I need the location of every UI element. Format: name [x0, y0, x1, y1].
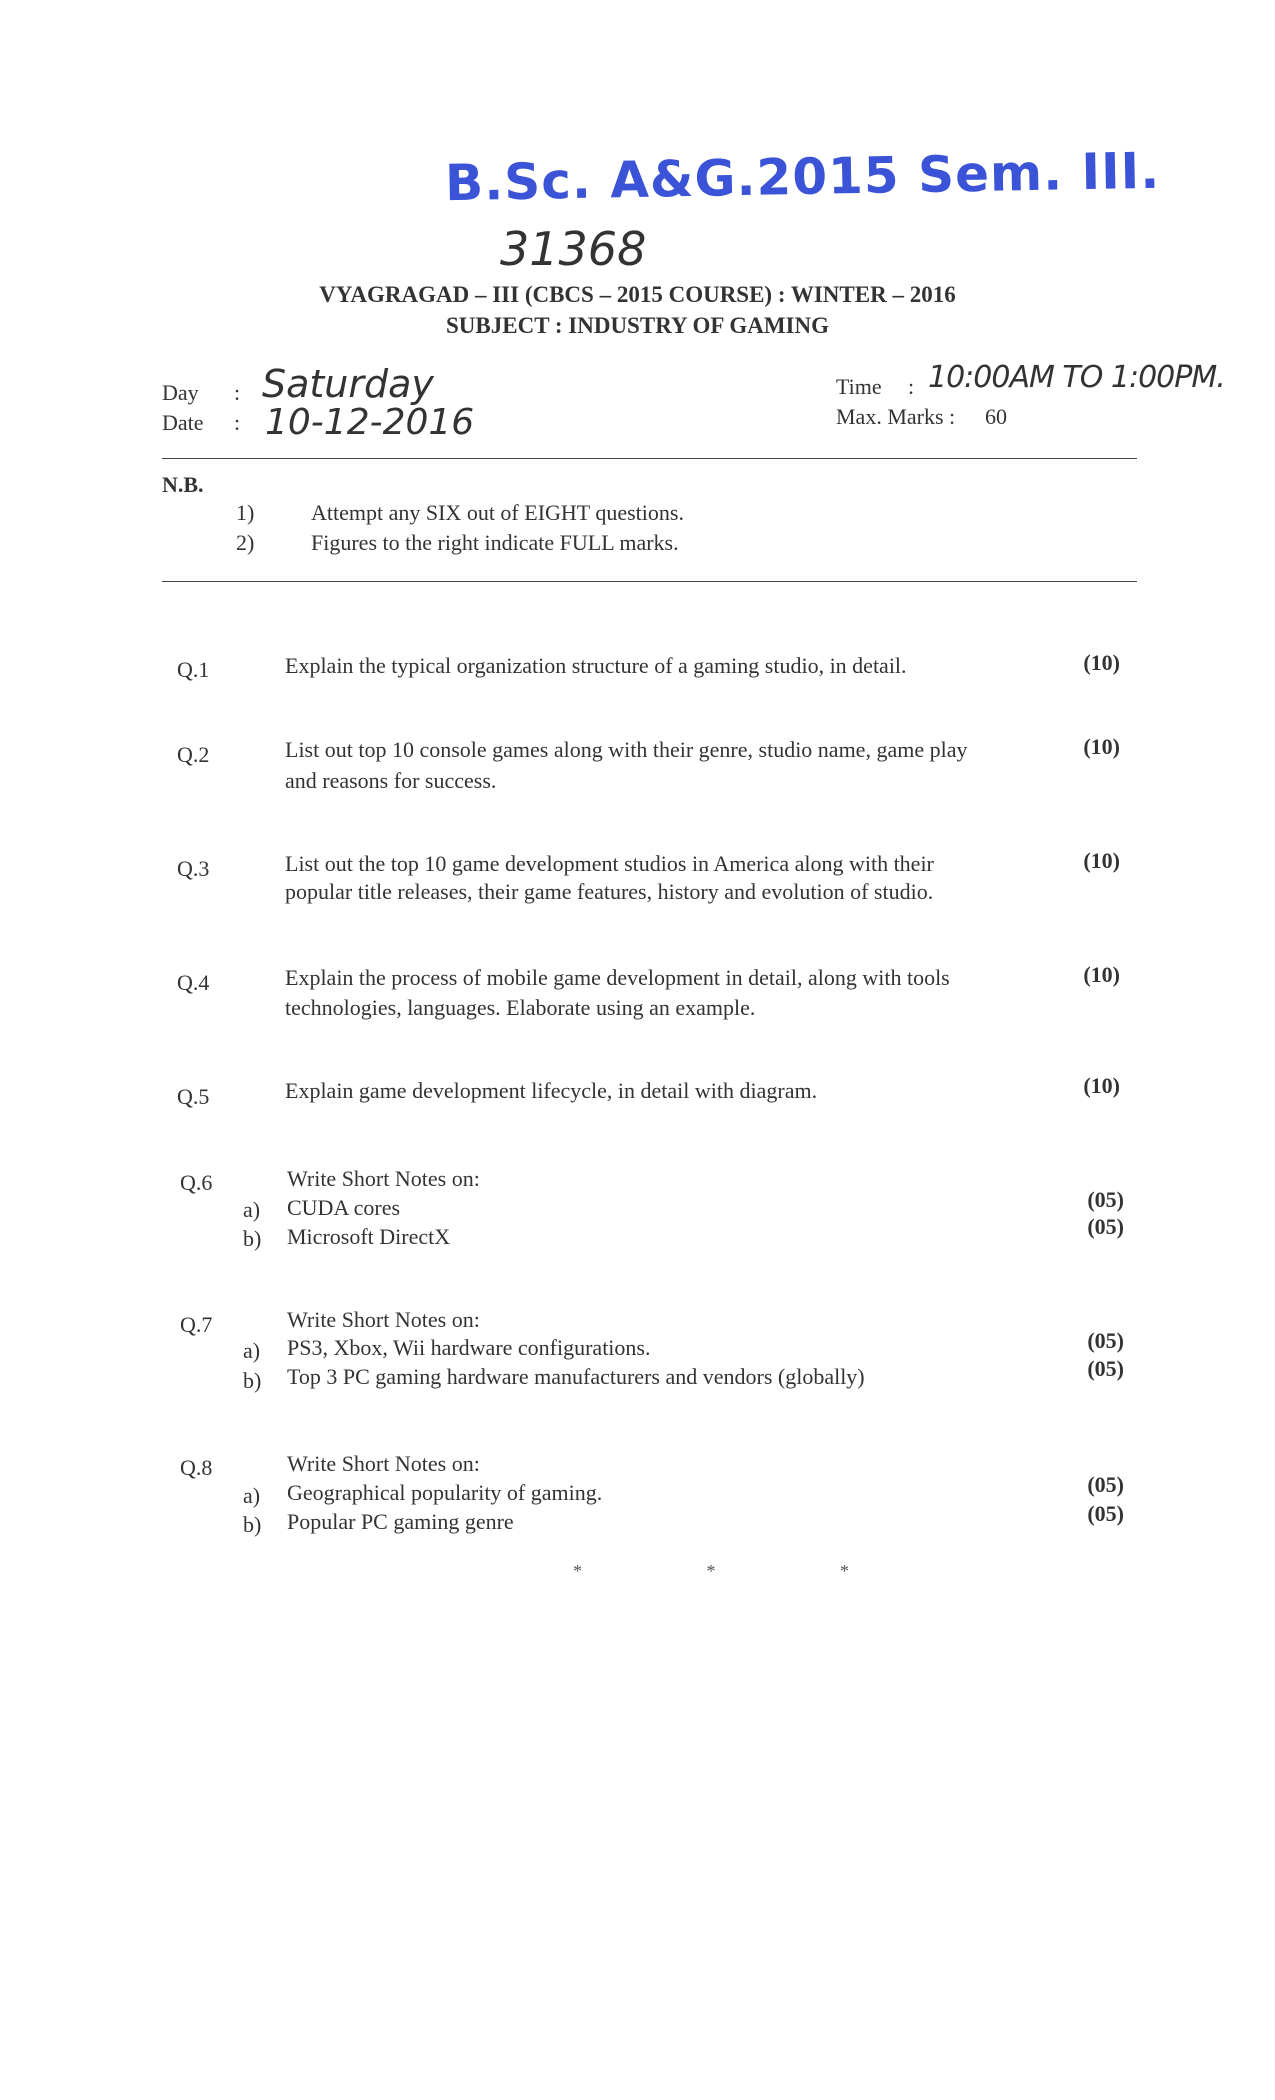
date-value-handwritten: 10-12-2016: [265, 402, 475, 443]
date-label: Date: [162, 410, 204, 435]
nb-item-1-text: Attempt any SIX out of EIGHT questions.: [311, 500, 684, 525]
nb-item-2-text: Figures to the right indicate FULL marks.: [311, 530, 679, 555]
nb-label: N.B.: [162, 472, 204, 497]
question-text: Explain game development lifecycle, in detail with diagram.: [285, 1078, 818, 1103]
sub-item-label: b): [243, 1368, 262, 1393]
question-marks: (10): [1083, 1073, 1120, 1098]
question-text: List out the top 10 game development studios in America along with their: [285, 851, 934, 876]
sub-item-text: Microsoft DirectX: [287, 1224, 451, 1249]
sub-item-text: Geographical popularity of gaming.: [287, 1480, 603, 1505]
time-value-handwritten: 10:00AM TO 1:00PM.: [928, 360, 1225, 395]
sub-item-label: b): [243, 1226, 262, 1251]
question-number: Q.7: [180, 1312, 213, 1337]
sub-item-label: a): [243, 1197, 261, 1222]
question-number: Q.4: [177, 970, 210, 995]
question-text: Explain the typical organization structure of a gaming studio, in detail.: [285, 653, 907, 678]
course-tag-handwritten: B.Sc. A&G.2015 Sem. III.: [444, 141, 1161, 213]
sub-item-text: Top 3 PC gaming hardware manufacturers and vendors (globally): [287, 1364, 865, 1389]
sub-item-label: a): [243, 1338, 261, 1363]
question-marks: (10): [1083, 734, 1120, 759]
sub-item-marks: (05): [1087, 1501, 1124, 1526]
question-number: Q.6: [180, 1170, 213, 1195]
max-marks-label: Max. Marks :: [836, 404, 956, 429]
exam-subject-line: SUBJECT : INDUSTRY OF GAMING: [446, 313, 829, 338]
question-number: Q.3: [177, 856, 210, 881]
rule-top: [162, 458, 1137, 459]
sub-item-marks: (05): [1087, 1472, 1124, 1497]
question-text: List out top 10 console games along with their genre, studio name, game play: [285, 737, 968, 762]
day-colon: :: [234, 380, 241, 405]
day-value-handwritten: Saturday: [262, 362, 434, 406]
short-notes-title: Write Short Notes on:: [287, 1166, 480, 1191]
sub-item-marks: (05): [1087, 1187, 1124, 1212]
question-number: Q.2: [177, 742, 210, 767]
question-text: Explain the process of mobile game development in detail, along with tools: [285, 965, 950, 990]
date-colon: :: [234, 410, 241, 435]
question-text: popular title releases, their game features, history and evolution of studio.: [285, 879, 934, 904]
question-marks: (10): [1083, 650, 1120, 675]
question-number: Q.5: [177, 1084, 210, 1109]
short-notes-title: Write Short Notes on:: [287, 1307, 480, 1332]
short-notes-title: Write Short Notes on:: [287, 1451, 480, 1476]
question-text: and reasons for success.: [285, 768, 497, 793]
sub-item-label: a): [243, 1483, 261, 1508]
time-label: Time: [836, 374, 882, 399]
paper-code-handwritten: 31368: [500, 222, 647, 276]
question-number: Q.8: [180, 1455, 213, 1480]
sub-item-marks: (05): [1087, 1214, 1124, 1239]
day-label: Day: [162, 380, 199, 405]
rule-bottom: [162, 581, 1137, 582]
exam-header-line1: VYAGRAGAD – III (CBCS – 2015 COURSE) : WINTER – 2016: [319, 282, 956, 307]
nb-item-2-num: 2): [236, 530, 255, 555]
question-number: Q.1: [177, 657, 210, 682]
sub-item-label: b): [243, 1512, 262, 1537]
sub-item-text: CUDA cores: [287, 1195, 401, 1220]
time-colon: :: [908, 374, 915, 399]
nb-item-1-num: 1): [236, 500, 255, 525]
question-marks: (10): [1083, 962, 1120, 987]
sub-item-text: PS3, Xbox, Wii hardware configurations.: [287, 1335, 651, 1360]
max-marks-value: 60: [985, 404, 1007, 429]
question-text: technologies, languages. Elaborate using an example.: [285, 995, 756, 1020]
sub-item-marks: (05): [1087, 1356, 1124, 1381]
sub-item-text: Popular PC gaming genre: [287, 1509, 514, 1534]
sub-item-marks: (05): [1087, 1328, 1124, 1353]
end-of-paper-marker: * * *: [573, 1561, 909, 1581]
question-marks: (10): [1083, 848, 1120, 873]
